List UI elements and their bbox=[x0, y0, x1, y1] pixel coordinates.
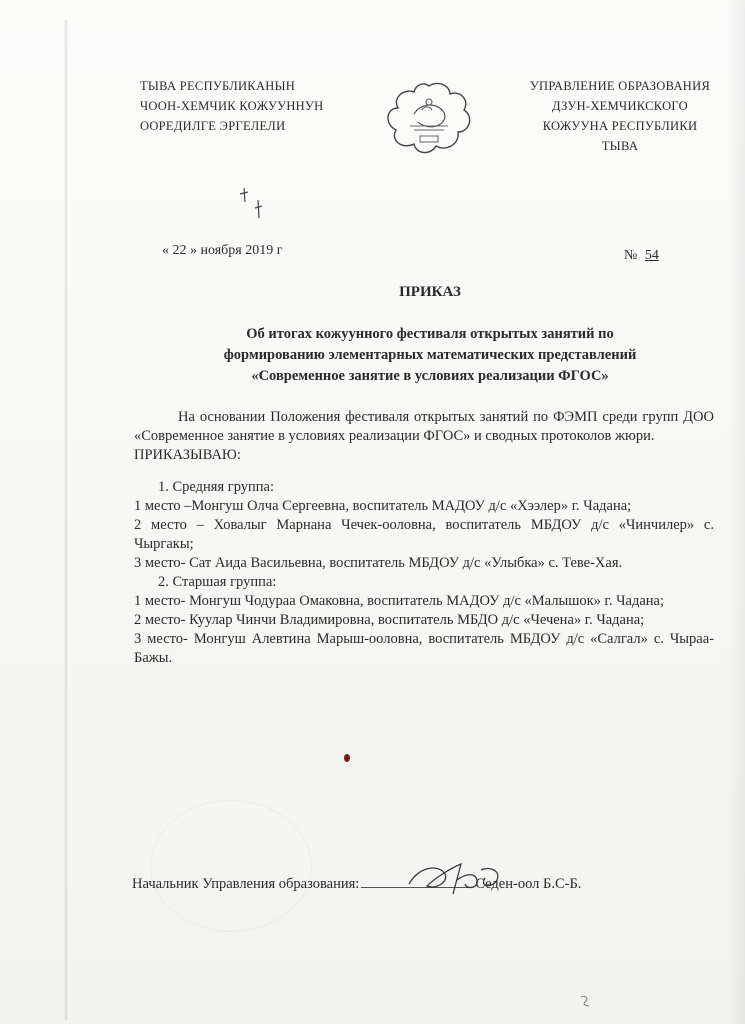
header-left-line-2: ЧООН-ХЕМЧИК КОЖУУННУН bbox=[140, 99, 324, 113]
subject-line-2: формированию элементарных математических представлений bbox=[223, 347, 637, 363]
order-number bbox=[624, 248, 663, 264]
group-middle bbox=[134, 478, 714, 573]
header-left-line-1: ТЫВА РЕСПУБЛИКАНЫН bbox=[140, 79, 296, 93]
page-corner-mark bbox=[578, 994, 592, 1008]
header-left-tuvan bbox=[140, 76, 380, 136]
fold-line bbox=[64, 20, 68, 1020]
header-left-line-3: ООРЕДИЛГЕ ЭРГЕЛЕЛИ bbox=[140, 119, 286, 133]
republic-emblem-icon bbox=[384, 80, 474, 158]
ink-spot bbox=[344, 754, 350, 762]
order-number-value: 54 bbox=[644, 248, 659, 263]
signatory-position: Начальник Управления образования: bbox=[132, 876, 360, 892]
list-item: 1 место –Монгуш Олча Сергеевна, воспитатель МАДОУ д/с «Хээлер» г. Чадана; bbox=[134, 498, 632, 514]
group-heading: 2. Старшая группа: bbox=[158, 574, 277, 590]
signatory-name: Седен-оол Б.С-Б. bbox=[475, 876, 582, 892]
order-body bbox=[134, 408, 714, 668]
handwritten-ticks-mark bbox=[236, 186, 276, 226]
header-right-line-3: КОЖУУНА РЕСПУБЛИКИ bbox=[542, 119, 698, 133]
list-item: 1 место- Монгуш Чодураа Омаковна, воспитатель МАДОУ д/с «Малышок» г. Чадана; bbox=[134, 593, 665, 609]
faint-stamp-outline bbox=[150, 800, 312, 932]
intro-paragraph: На основании Положения фестиваля открытых занятий по ФЭМП среди групп ДОО «Современное занятие в условиях реализации ФГОС» и сводных протоколов жюри. bbox=[134, 409, 714, 444]
group-heading: 1. Средняя группа: bbox=[158, 479, 275, 495]
list-item: 3 место- Монгуш Алевтина Марыш-ооловна, воспитатель МБДОУ д/с «Салгал» с. Чыраа-Бажы. bbox=[134, 631, 714, 666]
list-item: 3 место- Сат Аида Васильевна, воспитатель МБДОУ д/с «Улыбка» с. Теве-Хая. bbox=[134, 555, 623, 571]
subject-line-1: Об итогах кожуунного фестиваля открытых занятий по bbox=[246, 326, 614, 342]
order-subject bbox=[130, 324, 730, 387]
header-right-russian bbox=[500, 76, 740, 156]
header-right-line-1: УПРАВЛЕНИЕ ОБРАЗОВАНИЯ bbox=[529, 79, 711, 93]
subject-line-3: «Современное занятие в условиях реализации ФГОС» bbox=[251, 368, 609, 384]
decree-line: ПРИКАЗЫВАЮ: bbox=[134, 447, 241, 463]
order-title: ПРИКАЗ bbox=[399, 284, 461, 300]
handwritten-signature-icon bbox=[405, 860, 515, 900]
list-item: 2 место – Ховалыг Марнана Чечек-ооловна, воспитатель МБДОУ д/с «Чинчилер» с. Чыргакы; bbox=[134, 517, 714, 552]
order-date: « 22 » ноября 2019 г bbox=[162, 243, 283, 258]
header-right-line-4: ТЫВА bbox=[601, 139, 639, 153]
header-right-line-2: ДЗУН-ХЕМЧИКСКОГО bbox=[552, 99, 688, 113]
order-number-prefix: № bbox=[624, 248, 638, 263]
group-senior bbox=[134, 573, 714, 668]
list-item: 2 место- Куулар Чинчи Владимировна, воспитатель МБДО д/с «Чечена» г. Чадана; bbox=[134, 612, 645, 628]
